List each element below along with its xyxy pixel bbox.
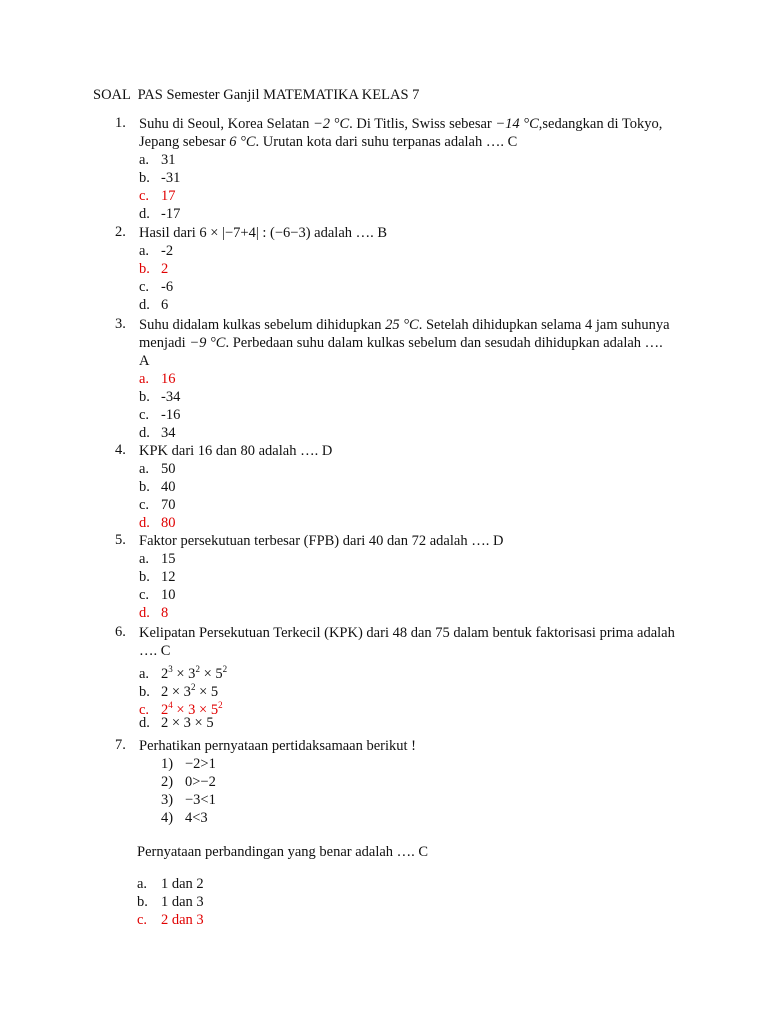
text-segment: adalah …. B [310, 225, 388, 241]
option-a: a. 15 [139, 551, 176, 567]
options-list [139, 550, 675, 622]
option-a: a. 50 [139, 461, 176, 477]
option-c-answer: c. 17 [139, 188, 176, 204]
options-list [139, 370, 675, 442]
question-text: Kelipatan Persekutuan Terkecil (KPK) dari 48 dan 75 dalam bentuk faktorisasi prima adalah …. C [139, 625, 675, 659]
question-number: 5. [115, 532, 126, 548]
options-list [139, 242, 675, 314]
option-b: b. $2 \times 3^2 \times 5$ [139, 682, 219, 700]
question-1 [115, 115, 675, 223]
text-segment: . Urutan kota dari suhu terpanas adalah …. C [255, 134, 518, 150]
question-5 [115, 532, 675, 622]
question-note: Pernyataan perbandingan yang benar adalah …. C [137, 844, 429, 860]
question-text: KPK dari 16 dan 80 adalah …. D [139, 443, 333, 459]
option-d-answer: d. 8 [139, 605, 169, 621]
option-c-answer: c. 2 dan 3 [137, 912, 204, 928]
option-a: a. $2^3 \times 3^2 \times 5^2$ [139, 664, 228, 682]
question-3 [115, 316, 675, 442]
text-segment: Suhu didalam kulkas sebelum dihidupkan [139, 317, 386, 333]
question-text: Perhatikan pernyataan pertidaksamaan berikut ! [139, 738, 416, 754]
option-c: c. -16 [139, 407, 181, 423]
options-list [139, 660, 675, 732]
math-expression: 25 °C [385, 317, 419, 333]
question-number: 2. [115, 224, 126, 240]
option-a-answer: a. 16 [139, 371, 176, 387]
option-d-answer: d. 80 [139, 515, 176, 531]
option-d: d. 6 [139, 297, 169, 313]
question-number: 4. [115, 442, 126, 458]
options-list [139, 151, 675, 223]
option-c: c. 70 [139, 497, 176, 513]
option-c-answer: c. $2^4 \times 3 \times 5^2$ [139, 700, 223, 718]
text-segment: ,sedangkan di Tokyo, Jepang sebesar [139, 116, 663, 150]
question-number: 7. [115, 737, 126, 753]
option-a: a. 31 [139, 152, 176, 168]
math-expression: 6 × |−7+4| : (−6−3) [199, 225, 311, 241]
question-text [139, 115, 675, 151]
text-segment: Hasil dari [139, 225, 200, 241]
option-b: b. -31 [139, 170, 181, 186]
statements-list [161, 755, 675, 827]
question-number: 1. [115, 115, 126, 131]
statement-2: 2) 0>−2 [161, 774, 216, 790]
math-expression: −9 °C [189, 335, 226, 351]
option-a: a. -2 [139, 243, 174, 259]
option-d: d. 34 [139, 425, 176, 441]
statement-4: 4) 4<3 [161, 810, 208, 826]
option-b: b. 40 [139, 479, 176, 495]
option-c: c. 10 [139, 587, 176, 603]
option-a: a. 1 dan 2 [137, 876, 204, 892]
statement-1: 1) −2>1 [161, 756, 216, 772]
math-expression: −2 °C [312, 116, 350, 132]
text-segment: . Setelah dihidupkan selama 4 jam suhunya menjadi [139, 317, 670, 351]
option-c: c. -6 [139, 279, 174, 295]
option-b: b. 12 [139, 569, 176, 585]
option-d: d. 2 × 3 × 5 [139, 715, 214, 731]
text-segment: Suhu di Seoul, Korea Selatan [139, 116, 313, 132]
question-text [139, 224, 675, 242]
question-number: 3. [115, 316, 126, 332]
question-6 [115, 624, 675, 732]
math-expression: −14 °C [495, 116, 539, 132]
page-title: SOAL PAS Semester Ganjil MATEMATIKA KELAS 7 [93, 87, 420, 103]
option-b: b. -34 [139, 389, 181, 405]
option-b-answer: b. 2 [139, 261, 169, 277]
statement-3: 3) −3<1 [161, 792, 216, 808]
question-text: Faktor persekutuan terbesar (FPB) dari 40 dan 72 adalah …. D [139, 533, 504, 549]
option-b: b. 1 dan 3 [137, 894, 204, 910]
question-4 [115, 442, 675, 532]
question-number: 6. [115, 624, 126, 640]
math-expression: 6 °C [229, 134, 256, 150]
options-list [137, 875, 675, 929]
text-segment: . Perbedaan suhu dalam kulkas sebelum dan sesudah dihidupkan adalah …. A [139, 335, 663, 369]
text-segment: . Di Titlis, Swiss sebesar [349, 116, 496, 132]
question-7 [115, 737, 675, 929]
options-list [139, 460, 675, 532]
question-2 [115, 224, 675, 314]
question-text [139, 316, 675, 370]
option-d: d. -17 [139, 206, 181, 222]
